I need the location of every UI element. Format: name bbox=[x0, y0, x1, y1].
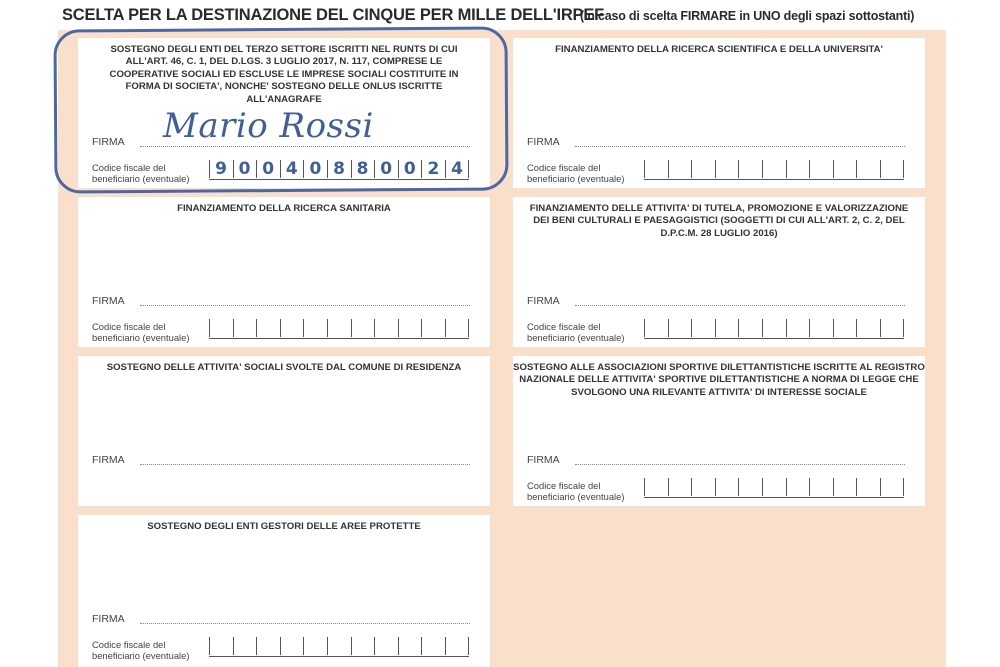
cf-digit-cell[interactable] bbox=[233, 319, 256, 337]
cf-digit-cell[interactable] bbox=[398, 637, 421, 655]
cf-digit-cell[interactable] bbox=[256, 319, 279, 337]
firma-label: FIRMA bbox=[92, 613, 125, 625]
form-instruction: (in caso di scelta FIRMARE in UNO degli spazi sottostanti) bbox=[580, 9, 915, 23]
cf-digit-cell[interactable] bbox=[738, 319, 761, 337]
cf-digit-cell[interactable] bbox=[303, 637, 326, 655]
firma-label: FIRMA bbox=[92, 295, 125, 307]
cf-digit-cell[interactable] bbox=[809, 319, 832, 337]
cf-baseline bbox=[644, 497, 904, 498]
codice-fiscale-field[interactable] bbox=[209, 317, 469, 339]
cf-digit-cell[interactable] bbox=[644, 160, 667, 178]
cf-digit-cell[interactable] bbox=[738, 160, 761, 178]
firma-label: FIRMA bbox=[527, 136, 560, 148]
cf-digit-cell[interactable] bbox=[644, 478, 667, 496]
cf-label-line2: beneficiario (eventuale) bbox=[527, 332, 625, 343]
codice-fiscale-label bbox=[527, 321, 624, 343]
box-title: SOSTEGNO DEGLI ENTI GESTORI DELLE AREE PROTETTE bbox=[147, 521, 421, 532]
cf-digit-cell[interactable] bbox=[786, 160, 809, 178]
codice-fiscale-field[interactable] bbox=[644, 476, 904, 498]
cf-digit-cell[interactable] bbox=[445, 319, 469, 337]
cf-digit-cell[interactable] bbox=[303, 319, 326, 337]
cf-digit-cell[interactable] bbox=[398, 319, 421, 337]
cf-digit-cell[interactable] bbox=[880, 319, 904, 337]
firma-signature-line[interactable] bbox=[575, 146, 905, 147]
cf-digit-cell[interactable] bbox=[374, 637, 397, 655]
cf-digit-cell[interactable] bbox=[351, 319, 374, 337]
cf-digit-cell[interactable] bbox=[233, 637, 256, 655]
cf-label-line2: beneficiario (eventuale) bbox=[527, 491, 625, 502]
firma-label: FIRMA bbox=[527, 454, 560, 466]
cf-label-line1: Codice fiscale del bbox=[92, 639, 166, 650]
firma-label: FIRMA bbox=[92, 454, 125, 466]
cf-baseline bbox=[644, 179, 904, 180]
cf-label-line1: Codice fiscale del bbox=[92, 162, 166, 173]
cf-digit-cell[interactable] bbox=[880, 478, 904, 496]
cf-digit-cell[interactable] bbox=[715, 319, 738, 337]
cf-digit-cell[interactable] bbox=[856, 478, 879, 496]
cf-handwritten-digit: 0 bbox=[238, 159, 251, 179]
cf-baseline bbox=[209, 656, 469, 657]
codice-fiscale-field[interactable] bbox=[644, 158, 904, 180]
cf-baseline bbox=[209, 338, 469, 339]
box-title: SOSTEGNO DELLE ATTIVITA' SOCIALI SVOLTE DAL COMUNE DI RESIDENZA bbox=[106, 362, 462, 373]
codice-fiscale-label bbox=[92, 321, 189, 343]
cf-digit-cell[interactable] bbox=[809, 160, 832, 178]
codice-fiscale-label bbox=[527, 480, 624, 502]
cf-label-line2: beneficiario (eventuale) bbox=[527, 173, 625, 184]
cf-handwritten-digit: 4 bbox=[285, 159, 298, 179]
box-title: FINANZIAMENTO DELLE ATTIVITA' DI TUTELA, PROMOZIONE E VALORIZZAZIONE DEI BENI CULTURALI E PAESAGGISTICI (SOGGETTI DI CUI ALL'ART. 2, C. 2, DEL D.P.C.M. 28 LUGLIO 2016) bbox=[529, 203, 909, 239]
cf-digit-cell[interactable] bbox=[421, 637, 444, 655]
box-associazioni-sportive bbox=[513, 356, 925, 506]
codice-fiscale-field[interactable] bbox=[209, 635, 469, 657]
firma-signature-line[interactable] bbox=[140, 623, 470, 624]
box-ricerca-scientifica bbox=[513, 38, 925, 188]
cf-digit-cell[interactable] bbox=[786, 319, 809, 337]
cf-label-line1: Codice fiscale del bbox=[527, 480, 601, 491]
cf-digit-cell[interactable] bbox=[738, 478, 761, 496]
cf-label-line1: Codice fiscale del bbox=[527, 321, 601, 332]
cf-handwritten-digit: 9 bbox=[215, 159, 227, 179]
cf-handwritten-digit: 0 bbox=[262, 159, 275, 179]
box-title: SOSTEGNO DEGLI ENTI DEL TERZO SETTORE ISCRITTI NEL RUNTS DI CUI ALL'ART. 46, C. 1, DEL D.LGS. 3 LUGLIO 2017, N. 117, COMPRESE LE COOPERATIVE SOCIALI ED ESCLUSE LE IMPRESE SOCIALI COSTITUITE IN FORMA DI SOCIETA', NONCHE' SOSTEGNO DELLE ONLUS ISCRITTE ALL'ANAGRAFE bbox=[109, 44, 459, 105]
box-title: FINANZIAMENTO DELLA RICERCA SCIENTIFICA E DELLA UNIVERSITA' bbox=[555, 44, 883, 55]
cf-digit-cell[interactable] bbox=[833, 160, 856, 178]
firma-signature-line[interactable] bbox=[140, 464, 470, 465]
box-beni-culturali bbox=[513, 197, 925, 347]
cf-label-line2: beneficiario (eventuale) bbox=[92, 650, 190, 661]
cf-digit-cell[interactable] bbox=[327, 637, 350, 655]
box-aree-protette bbox=[78, 515, 490, 667]
firma-signature-line[interactable] bbox=[575, 305, 905, 306]
codice-fiscale-label bbox=[92, 639, 189, 661]
cf-label-line1: Codice fiscale del bbox=[527, 162, 601, 173]
firma-label: FIRMA bbox=[527, 295, 560, 307]
cf-digit-cell[interactable] bbox=[856, 319, 879, 337]
cf-digit-cell[interactable] bbox=[256, 637, 279, 655]
cf-handwritten-digit: 8 bbox=[333, 159, 345, 179]
codice-fiscale-label bbox=[527, 162, 624, 184]
cf-handwritten-digit: 8 bbox=[356, 159, 369, 179]
cf-digit-cell[interactable] bbox=[691, 160, 714, 178]
cf-label-line2: beneficiario (eventuale) bbox=[92, 332, 190, 343]
cf-digit-cell[interactable] bbox=[280, 319, 303, 337]
firma-signature-line[interactable] bbox=[140, 305, 470, 306]
cf-digit-cell[interactable] bbox=[691, 319, 714, 337]
cf-digit-cell[interactable] bbox=[668, 319, 691, 337]
cf-digit-cell[interactable] bbox=[786, 478, 809, 496]
cf-digit-cell[interactable] bbox=[762, 160, 785, 178]
cf-digit-cell[interactable] bbox=[209, 319, 232, 337]
cf-digit-cell[interactable] bbox=[856, 160, 879, 178]
cf-digit-cell[interactable] bbox=[809, 478, 832, 496]
cf-label-line2: beneficiario (eventuale) bbox=[92, 173, 190, 184]
cf-digit-cell[interactable] bbox=[327, 319, 350, 337]
cf-digit-cell[interactable] bbox=[833, 319, 856, 337]
hand-drawn-marker-circle bbox=[53, 26, 508, 193]
cf-digit-cell[interactable] bbox=[762, 478, 785, 496]
cf-baseline bbox=[644, 338, 904, 339]
cf-digit-cell[interactable] bbox=[691, 478, 714, 496]
cf-handwritten-digit: 2 bbox=[427, 159, 440, 179]
cf-digit-cell[interactable] bbox=[421, 319, 444, 337]
cf-digit-cell[interactable] bbox=[762, 319, 785, 337]
cf-handwritten-digit: 4 bbox=[451, 159, 463, 179]
box-title: SOSTEGNO ALLE ASSOCIAZIONI SPORTIVE DILETTANTISTICHE ISCRITTE AL REGISTRO NAZIONALE DELLE ATTIVITA' SPORTIVE DILETTANTISTICHE A NORMA DI LEGGE CHE SVOLGONO UNA RILEVANTE ATTIVITA' DI INTERESSE SOCIALE bbox=[513, 362, 925, 398]
cf-digit-cell[interactable] bbox=[668, 478, 691, 496]
firma-signature-line[interactable] bbox=[575, 464, 905, 465]
cf-digit-cell[interactable] bbox=[715, 478, 738, 496]
codice-fiscale-field[interactable] bbox=[644, 317, 904, 339]
cf-digit-cell[interactable] bbox=[644, 319, 667, 337]
cf-handwritten-digit: 0 bbox=[403, 159, 416, 179]
firma-label: FIRMA bbox=[92, 136, 125, 148]
handwritten-signature: Mario Rossi bbox=[163, 106, 374, 146]
cf-handwritten-digit: 0 bbox=[309, 159, 322, 179]
cf-digit-cell[interactable] bbox=[880, 160, 904, 178]
cf-handwritten-digit: 0 bbox=[380, 159, 393, 179]
cf-digit-cell[interactable] bbox=[668, 160, 691, 178]
form-title: SCELTA PER LA DESTINAZIONE DEL CINQUE PER MILLE DELL'IRPEF bbox=[62, 6, 605, 24]
cf-digit-cell[interactable] bbox=[280, 637, 303, 655]
box-ricerca-sanitaria bbox=[78, 197, 490, 347]
box-title: FINANZIAMENTO DELLA RICERCA SANITARIA bbox=[177, 203, 391, 214]
cf-label-line1: Codice fiscale del bbox=[92, 321, 166, 332]
cf-digit-cell[interactable] bbox=[445, 637, 469, 655]
cf-digit-cell[interactable] bbox=[715, 160, 738, 178]
cf-digit-cell[interactable] bbox=[209, 637, 232, 655]
cf-digit-cell[interactable] bbox=[374, 319, 397, 337]
cf-digit-cell[interactable] bbox=[833, 478, 856, 496]
box-comune-residenza bbox=[78, 356, 490, 506]
form-header bbox=[0, 0, 1000, 32]
cf-digit-cell[interactable] bbox=[351, 637, 374, 655]
